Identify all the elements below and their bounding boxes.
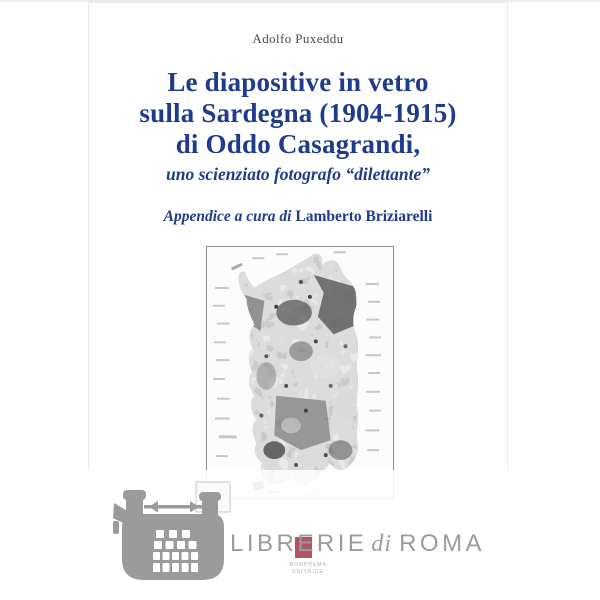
brand-city: ROMA	[399, 530, 486, 557]
publisher-mark-text	[284, 562, 332, 576]
title-line-2: sulla Sardegna (1904-1915)	[139, 98, 457, 128]
appendix-editor-name: Lamberto Briziarelli	[295, 208, 433, 225]
title-block	[89, 67, 507, 226]
brand-accent-letter: E	[297, 530, 317, 557]
sardinia-map-graphic	[207, 247, 393, 498]
publisher-name: MORPHEMA	[289, 562, 327, 568]
brand-di: di	[371, 531, 393, 557]
title-line-1: Le diapositive in vetro	[167, 67, 429, 97]
title-line-3: di Oddo Casagrandi,	[175, 129, 421, 159]
brand-accent-letter-wrap	[297, 530, 317, 558]
typewriter-icon	[112, 481, 232, 595]
island-asinara	[231, 263, 243, 271]
brand-part-2: RIE	[316, 530, 368, 557]
brand-part-1: LIBR	[230, 530, 298, 557]
author-name: Adolfo Puxeddu	[252, 31, 344, 46]
appendix-credit	[89, 207, 507, 226]
librerie-di-roma-wordmark	[230, 530, 485, 564]
subtitle: uno scienziato fotografo “dilettante”	[166, 164, 430, 184]
appendix-prefix: Appendice a cura di	[163, 208, 296, 225]
publisher-type: EDITRICE	[292, 569, 324, 575]
sardinia-map	[206, 246, 394, 499]
